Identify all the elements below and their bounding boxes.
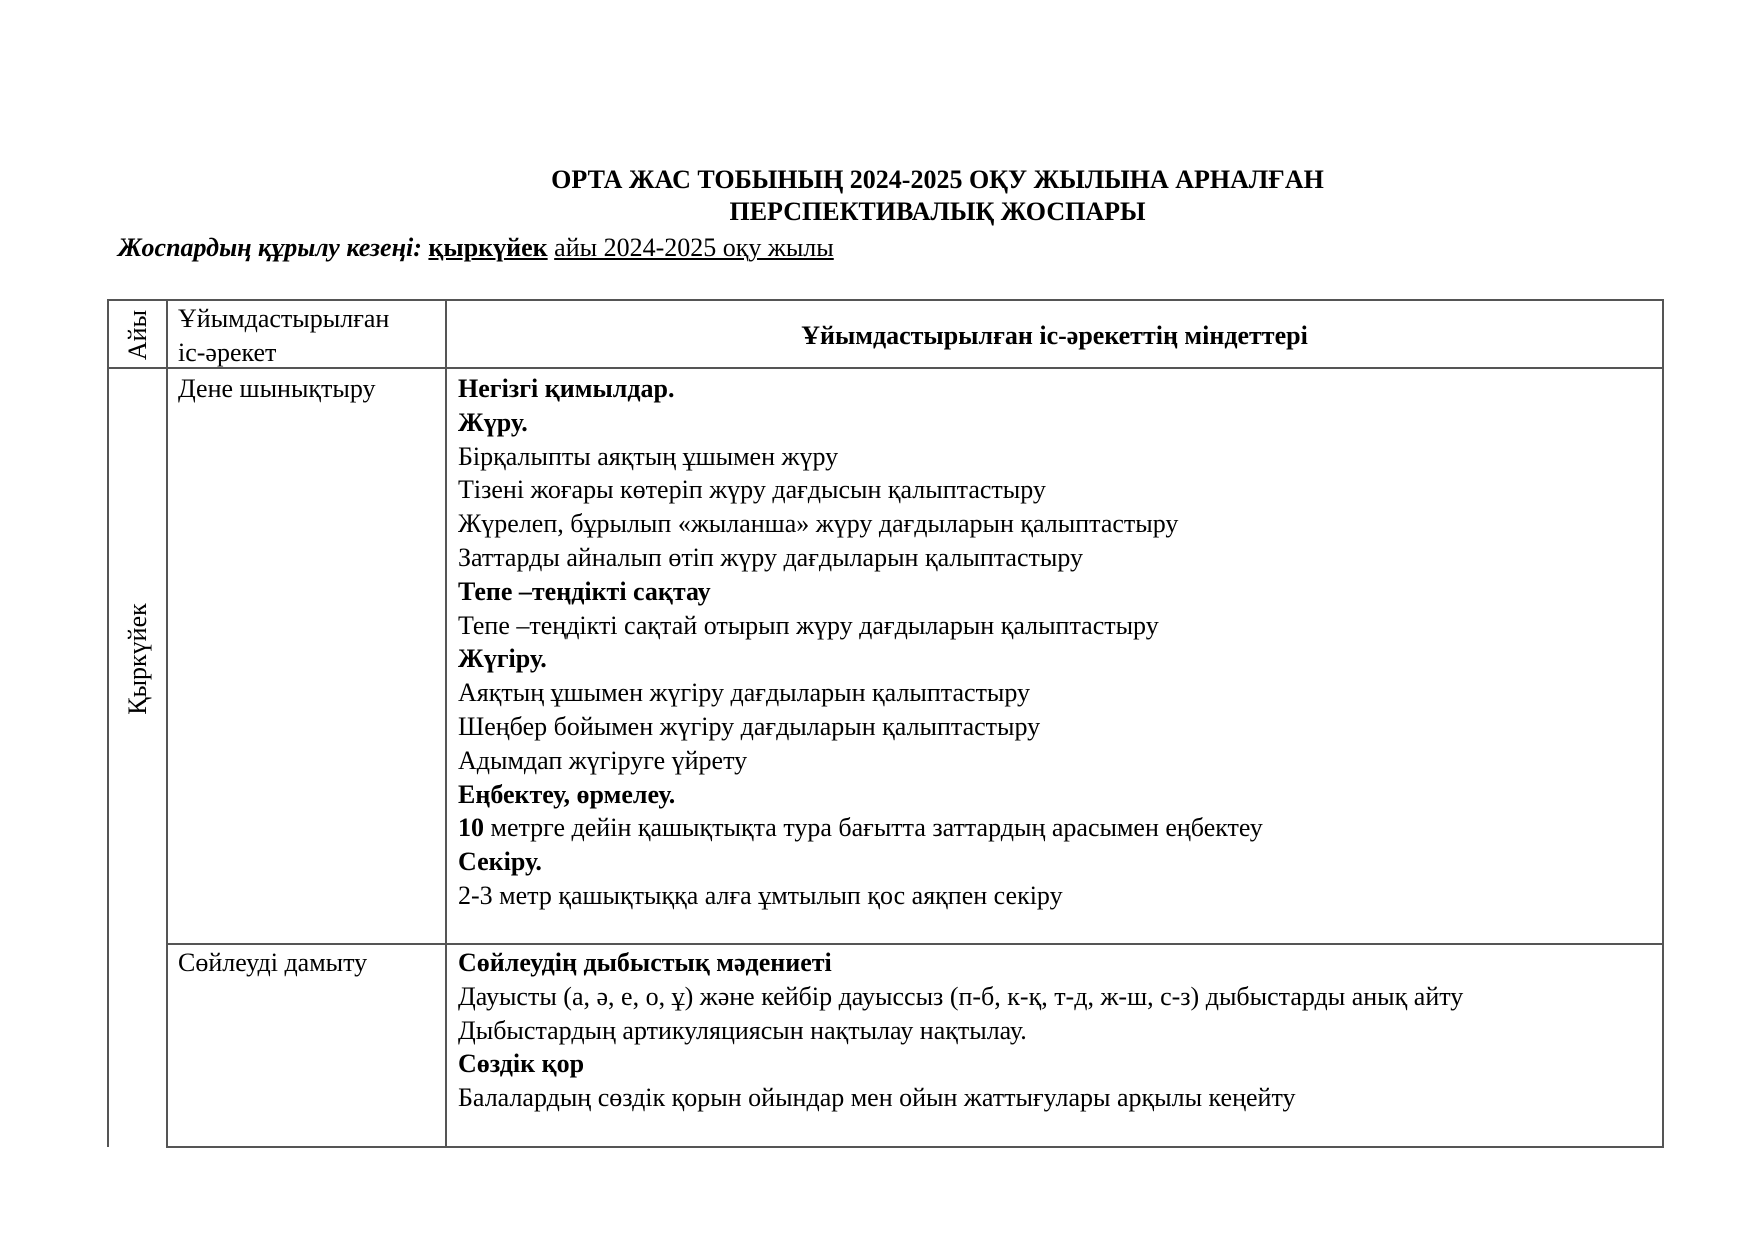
header-month: Айы [123,309,152,361]
task-line: Адымдап жүгіруге үйрету [458,745,748,775]
column-divider-2 [445,299,447,1148]
title-line-2: ПЕРСПЕКТИВАЛЫҚ ЖОСПАРЫ [729,197,1146,226]
row-divider [166,943,1664,945]
plan-period-year: айы 2024-2025 оқу жылы [554,233,834,262]
row-2-activity: Сөйлеуді дамыту [178,948,368,977]
table-border-top [107,299,1664,301]
table-border-left [107,299,109,1147]
table-border-right [1662,299,1664,1148]
task-line: Жүру. [458,407,528,437]
task-line: Секіру. [458,847,542,877]
header-activity-line-2: іс-әрекет [178,337,277,367]
column-divider-1 [166,299,168,1148]
row-1-tasks [458,372,1658,913]
task-line: Шеңбер бойымен жүгіру дағдыларын қалыптастыру [458,711,1041,741]
row-1-activity: Дене шынықтыру [178,374,376,403]
task-line: Заттарды айналып өтіп жүру дағдыларын қалыптастыру [458,542,1083,572]
plan-period [118,232,834,264]
task-line: Дауысты (а, ә, е, о, ұ) және кейбір дауыссыз (п-б, к-қ, т-д, ж-ш, с-з) дыбыстарды анық айту [458,981,1464,1011]
row-2-tasks [458,946,1658,1115]
task-line: Негізгі қимылдар. [458,374,675,403]
plan-period-month: қыркүйек [428,233,548,262]
task-line [458,811,1658,845]
task-line: 2-3 метр қашықтыққа алға ұмтылып қос аяқпен секіру [458,880,1063,910]
task-line: Тізені жоғары көтеріп жүру дағдысын қалыптастыру [458,475,1046,505]
task-line: Еңбектеу, өрмелеу. [458,779,676,809]
task-line: Жүгіру. [458,644,547,674]
table-border-bottom [166,1146,1664,1148]
task-line-text: метрге дейін қашықтықта тура бағытта заттардың арасымен еңбектеу [484,813,1263,843]
task-line: Дыбыстардың артикуляциясын нақтылау нақтылау. [458,1015,1027,1045]
task-line: Аяқтың ұшымен жүгіру дағдыларын қалыптастыру [458,678,1031,708]
document-title [0,164,1755,228]
month-value: Қыркүйек [123,603,152,715]
task-line: Сөйлеудің дыбыстық мәдениеті [458,948,832,977]
plan-period-label: Жоспардың құрылу кезеңі: [118,233,422,262]
task-line: Балалардың сөздік қорын ойындар мен ойын жаттығулары арқылы кеңейту [458,1083,1296,1113]
task-line-number: 10 [458,813,484,843]
task-line: Сөздік қор [458,1049,585,1079]
task-line: Тепе –теңдікті сақтау [458,576,711,606]
task-line: Жүрелеп, бұрылып «жыланша» жүру дағдыларын қалыптастыру [458,509,1179,539]
header-activity [178,302,438,370]
header-tasks: Ұйымдастырылған іс-әрекеттің міндеттері [801,321,1308,350]
task-line: Тепе –теңдікті сақтай отырып жүру дағдыларын қалыптастыру [458,610,1159,640]
header-activity-line-1: Ұйымдастырылған [178,304,390,333]
title-line-1: ОРТА ЖАС ТОБЫНЫҢ 2024-2025 ОҚУ ЖЫЛЫНА АРНАЛҒАН [551,165,1324,194]
task-line: Бірқалыпты аяқтың ұшымен жүру [458,441,839,471]
